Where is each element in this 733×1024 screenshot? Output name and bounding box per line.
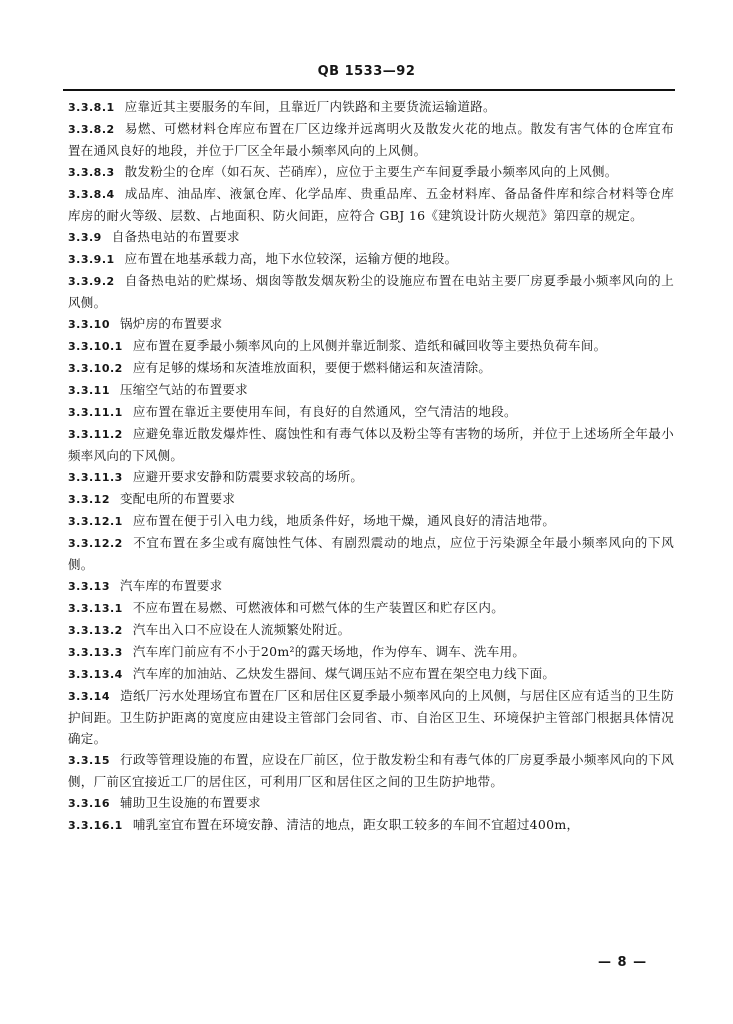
section-heading-3-3-10 [68, 313, 674, 335]
clause-text: 汽车出入口不应设在人流频繁处附近。 [132, 622, 351, 637]
section-title: 压缩空气站的布置要求 [119, 382, 248, 397]
clause-text: 行政等管理设施的布置，应设在厂前区，位于散发粉尘和有毒气体的厂房夏季最小频率风向的下风侧，厂前区宜接近工厂的居住区，可利用厂区和居住区之间的卫生防护地带。 [68, 752, 674, 789]
section-title: 变配电所的布置要求 [119, 491, 236, 506]
clause-number: 3.3.13.3 [68, 646, 123, 659]
section-heading-3-3-9 [68, 226, 674, 248]
section-title: 自备热电站的布置要求 [111, 229, 240, 244]
clause-3-3-12-1 [68, 510, 674, 532]
section-title: 辅助卫生设施的布置要求 [119, 795, 261, 810]
clause-text: 哺乳室宜布置在环境安静、清洁的地点，距女职工较多的车间不宜超过400m， [132, 817, 580, 832]
clause-text: 应有足够的煤场和灰渣堆放面积，要便于燃料储运和灰渣清除。 [132, 360, 492, 375]
clause-3-3-8-2 [68, 118, 674, 161]
clause-number: 3.3.12.1 [68, 515, 123, 528]
clause-text: 汽车库的加油站、乙炔发生器间、煤气调压站不应布置在架空电力线下面。 [132, 666, 556, 681]
clause-3-3-13-4 [68, 663, 674, 685]
clause-3-3-8-3 [68, 161, 674, 183]
clause-text: 应布置在便于引入电力线，地质条件好，场地干燥，通风良好的清洁地带。 [132, 513, 556, 528]
clause-number: 3.3.11.2 [68, 428, 123, 441]
section-heading-3-3-16 [68, 792, 674, 814]
section-number: 3.3.16 [68, 797, 110, 810]
section-heading-3-3-12 [68, 488, 674, 510]
clause-text: 易燃、可燃材料仓库应布置在厂区边缘并远离明火及散发火花的地点。散发有害气体的仓库宜布置在通风良好的地段，并位于厂区全年最小频率风向的上风侧。 [68, 121, 674, 158]
section-number: 3.3.12 [68, 493, 110, 506]
clause-3-3-9-2 [68, 270, 674, 313]
page-number: — 8 — [598, 955, 648, 970]
clause-text: 应布置在地基承载力高，地下水位较深，运输方便的地段。 [124, 251, 458, 266]
clause-text: 自备热电站的贮煤场、烟囱等散发烟灰粉尘的设施应布置在电站主要厂房夏季最小频率风向的上风侧。 [68, 273, 674, 310]
clause-3-3-11-1 [68, 401, 674, 423]
standard-code-header: QB 1533—92 [317, 64, 416, 79]
clause-3-3-16-1 [68, 814, 674, 836]
clause-number: 3.3.8.4 [68, 188, 115, 201]
clause-text: 造纸厂污水处理场宜布置在厂区和居住区夏季最小频率风向的上风侧，与居住区应有适当的卫生防护间距。卫生防护距离的宽度应由建设主管部门会同省、市、自治区卫生、环境保护主管部门根据具体情况确定。 [68, 688, 674, 746]
clause-text: 不应布置在易燃、可燃液体和可燃气体的生产装置区和贮存区内。 [132, 600, 505, 615]
header-rule [63, 89, 675, 91]
clause-3-3-13-2 [68, 619, 674, 641]
section-heading-3-3-11 [68, 379, 674, 401]
section-number: 3.3.10 [68, 318, 110, 331]
clause-text: 不宜布置在多尘或有腐蚀性气体、有剧烈震动的地点，应位于污染源全年最小频率风向的下风侧。 [68, 535, 674, 572]
clause-text: 应布置在靠近主要使用车间，有良好的自然通风，空气清洁的地段。 [132, 404, 517, 419]
clause-3-3-9-1 [68, 248, 674, 270]
clause-number: 3.3.11.3 [68, 471, 123, 484]
clause-number: 3.3.8.3 [68, 166, 115, 179]
section-number: 3.3.11 [68, 384, 110, 397]
clause-3-3-12-2 [68, 532, 674, 575]
clause-number: 3.3.10.2 [68, 362, 123, 375]
clause-text: 成品库、油品库、液氯仓库、化学品库、贵重品库、五金材料库、备品备件库和综合材料等仓库库房的耐火等级、层数、占地面积、防火间距，应符合 GBJ 16《建筑设计防火规范》第四章的规定。 [68, 186, 674, 223]
clause-3-3-13-3 [68, 641, 674, 663]
clause-text: 散发粉尘的仓库（如石灰、芒硝库），应位于主要生产车间夏季最小频率风向的上风侧。 [124, 164, 618, 179]
clause-number: 3.3.9.1 [68, 253, 115, 266]
clause-3-3-10-1 [68, 335, 674, 357]
clause-number: 3.3.15 [68, 754, 110, 767]
clause-number: 3.3.8.2 [68, 123, 115, 136]
clause-3-3-11-3 [68, 466, 674, 488]
clause-number: 3.3.16.1 [68, 819, 123, 832]
clause-3-3-10-2 [68, 357, 674, 379]
clause-3-3-8-1 [68, 96, 674, 118]
clause-number: 3.3.8.1 [68, 101, 115, 114]
clause-number: 3.3.10.1 [68, 340, 123, 353]
clause-3-3-13-1 [68, 597, 674, 619]
clause-number: 3.3.13.4 [68, 668, 123, 681]
clause-3-3-11-2 [68, 423, 674, 466]
section-title: 汽车库的布置要求 [119, 578, 223, 593]
clause-number: 3.3.11.1 [68, 406, 123, 419]
clause-3-3-14 [68, 685, 674, 749]
clause-text: 应避免靠近散发爆炸性、腐蚀性和有毒气体以及粉尘等有害物的场所，并位于上述场所全年最小频率风向的下风侧。 [68, 426, 674, 463]
clause-text: 应靠近其主要服务的车间，且靠近厂内铁路和主要货流运输道路。 [124, 99, 496, 114]
clause-number: 3.3.12.2 [68, 537, 123, 550]
clause-number: 3.3.13.1 [68, 602, 123, 615]
clause-text: 汽车库门前应有不小于20m²的露天场地，作为停车、调车、洗车用。 [132, 644, 526, 659]
clause-3-3-8-4 [68, 183, 674, 226]
clause-number: 3.3.14 [68, 690, 110, 703]
clause-3-3-15 [68, 749, 674, 792]
clause-number: 3.3.9.2 [68, 275, 115, 288]
section-number: 3.3.9 [68, 231, 102, 244]
section-heading-3-3-13 [68, 575, 674, 597]
clause-text: 应避开要求安静和防震要求较高的场所。 [132, 469, 364, 484]
section-number: 3.3.13 [68, 580, 110, 593]
clause-text: 应布置在夏季最小频率风向的上风侧并靠近制浆、造纸和碱回收等主要热负荷车间。 [132, 338, 607, 353]
section-title: 锅炉房的布置要求 [119, 316, 223, 331]
document-body [68, 96, 674, 836]
clause-number: 3.3.13.2 [68, 624, 123, 637]
